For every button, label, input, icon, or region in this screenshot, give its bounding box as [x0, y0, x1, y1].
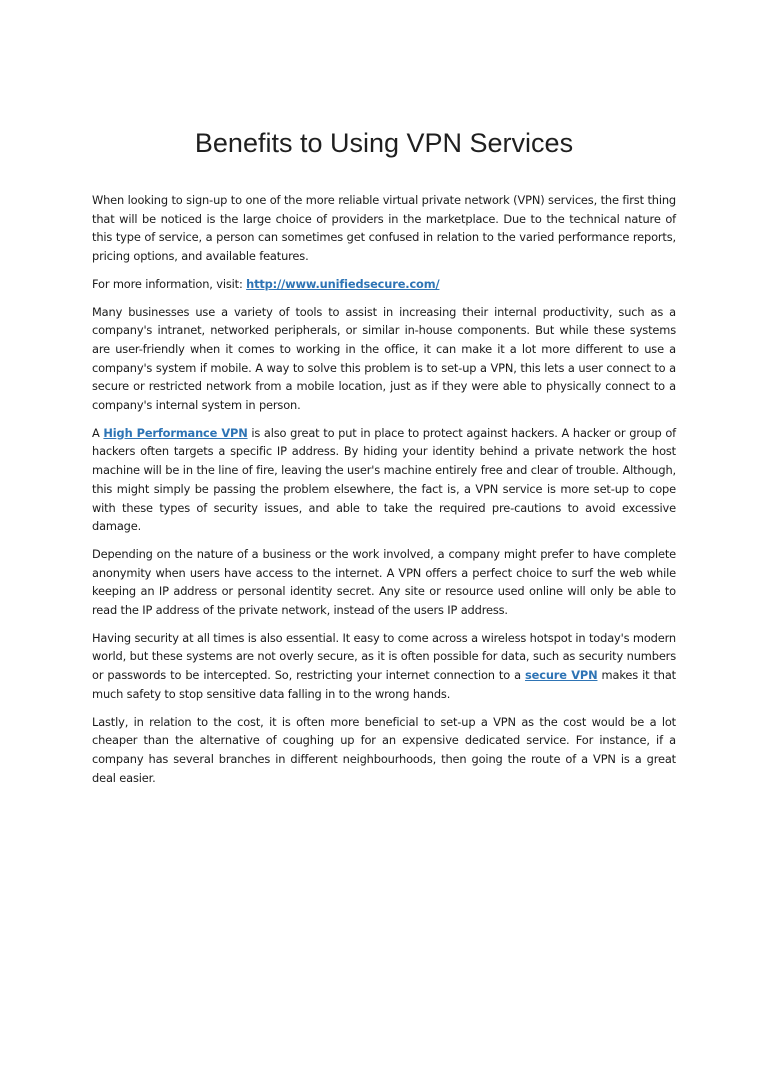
- more-info-label: For more information, visit:: [92, 276, 247, 291]
- paragraph-intro: When looking to sign-up to one of the more reliable virtual private network (VPN) services, the first thing that will be noticed is the large choice of providers in the marketplace. Due to the technical nature of this type of service, a person can sometimes get confused in relation to the varied performance reports, pricing options, and available features.: [92, 193, 676, 264]
- paragraph-hackers: [92, 424, 676, 536]
- hackers-text: is also great to put in place to protect against hackers. A hacker or group of hackers often targets a specific IP address. By hiding your identity behind a private network the host machine will be in the line of fire, leaving the user's machine entirely free and clear of trouble. Although, this might simply be passing the problem elsewhere, the fact is, a VPN service is more set-up to cope with these types of security issues, and able to take the required pre-cautions to avoid excessive damage.: [92, 425, 677, 534]
- paragraph-businesses: Many businesses use a variety of tools to assist in increasing their internal productivity, such as a company's intranet, networked peripherals, or similar in-house components. But while these systems are user-friendly when it comes to working in the office, it can make it a lot more different to use a company's system if mobile. A way to solve this problem is to set-up a VPN, this lets a user connect to a secure or restricted network from a mobile location, just as if they were able to physically connect to a company's internal system in person.: [92, 304, 676, 413]
- paragraph-security: [92, 629, 676, 704]
- paragraph-anonymity: Depending on the nature of a business or the work involved, a company might prefer to have complete anonymity when users have access to the internet. A VPN offers a perfect choice to surf the web while keeping an IP address or personal identity secret. Any site or resource used online will only be able to read the IP address of the private network, instead of the users IP address.: [92, 546, 676, 618]
- secure-vpn-link[interactable]: secure VPN: [525, 668, 598, 683]
- unifiedsecure-link[interactable]: http://www.unifiedsecure.com/: [246, 276, 440, 291]
- document-title: Benefits to Using VPN Services: [194, 128, 574, 158]
- document-body: [92, 191, 676, 796]
- hackers-prefix: A: [92, 425, 104, 440]
- high-performance-vpn-link[interactable]: High Performance VPN: [103, 425, 248, 440]
- security-text: Having security at all times is also essential. It easy to come across a wireless hotspot in today's modern world, but these systems are not overly secure, as it is often possible for data, such as security numbers or passwords to be intercepted. So, restricting your internet connection to a: [92, 630, 676, 683]
- paragraph-more-info: [92, 275, 676, 294]
- paragraph-cost: Lastly, in relation to the cost, it is often more beneficial to set-up a VPN as the cost would be a lot cheaper than the alternative of coughing up for an expensive dedicated service. For instance, if a company has several branches in different neighbourhoods, then going the route of a VPN is a great deal easier.: [92, 714, 676, 785]
- security-suffix: makes it that much safety to stop sensitive data falling in to the wrong hands.: [92, 668, 676, 701]
